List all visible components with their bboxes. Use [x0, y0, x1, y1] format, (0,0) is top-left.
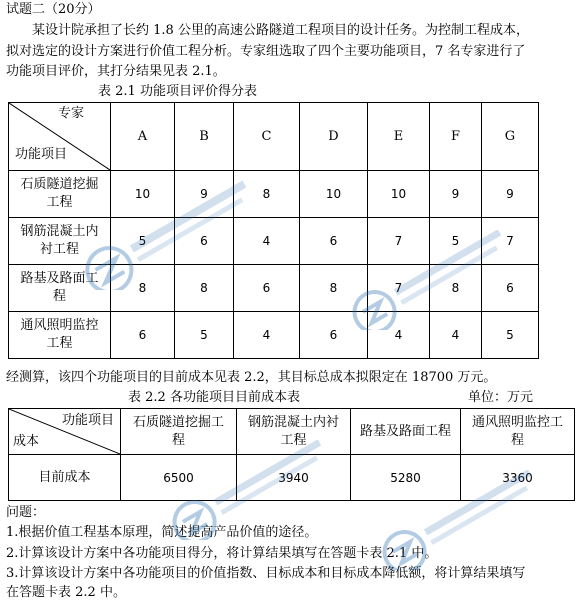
score-cell: 5 — [111, 218, 175, 265]
cost-intro-text: 经测算，该四个功能项目的目前成本见表 2.2，其目标总成本拟限定在 18700 万元。 — [6, 370, 497, 385]
score-cell: 6 — [482, 265, 539, 312]
function-name-cell — [9, 312, 111, 359]
score-cell: 7 — [368, 265, 430, 312]
expert-header: D — [300, 103, 368, 171]
expert-header: C — [234, 103, 300, 171]
score-cell: 6 — [300, 218, 368, 265]
function-name-line2: 衬工程 — [39, 242, 79, 257]
column-header-line2: 程 — [171, 432, 185, 448]
row-label-current-cost: 目前成本 — [9, 455, 121, 501]
corner-label-cost: 成本 — [13, 434, 40, 449]
score-cell: 4 — [368, 312, 430, 359]
table1-header-row — [9, 103, 539, 171]
table2-unit: 单位：万元 — [468, 390, 534, 405]
cost-cell: 3360 — [461, 455, 575, 501]
questions-heading: 问题： — [6, 505, 46, 520]
intro-line-3: 功能项目评价，其打分结果见表 2.1。 — [6, 64, 226, 79]
score-cell: 6 — [175, 218, 234, 265]
expert-header: B — [175, 103, 234, 171]
function-score-table — [8, 102, 539, 359]
function-name-line2: 工程 — [46, 336, 73, 351]
function-name-line1: 石质隧道挖掘 — [20, 177, 99, 192]
corner-label-function: 功能项目 — [61, 413, 114, 428]
cost-cell: 3940 — [237, 455, 351, 501]
exam-title: 试题二（20分） — [6, 2, 101, 17]
score-cell: 10 — [300, 171, 368, 218]
table-row — [9, 171, 539, 218]
table2-caption: 表 2.2 各功能项目目前成本表 — [128, 390, 300, 405]
expert-header: G — [482, 103, 539, 171]
cost-cell: 6500 — [121, 455, 237, 501]
score-cell: 9 — [430, 171, 482, 218]
score-cell: 10 — [111, 171, 175, 218]
question-3-line-1: 3.计算该设计方案中各功能项目的价值指数、目标成本和目标成本降低额，将计算结果填写 — [6, 566, 526, 581]
function-name-cell — [9, 218, 111, 265]
table-row — [9, 312, 539, 359]
score-cell: 6 — [234, 265, 300, 312]
column-header-line2: 程 — [510, 432, 524, 448]
column-header-line2: 工程 — [280, 432, 307, 448]
column-header-line1: 路基及路面工程 — [359, 423, 451, 439]
function-name-line1: 钢筋混凝土内 — [20, 224, 99, 239]
function-name-cell — [9, 265, 111, 312]
function-column-header — [351, 409, 461, 455]
score-cell: 9 — [175, 171, 234, 218]
score-cell: 6 — [300, 312, 368, 359]
score-cell: 9 — [482, 171, 539, 218]
score-cell: 4 — [430, 312, 482, 359]
intro-line-2: 拟对选定的设计方案进行价值工程分析。专家组选取了四个主要功能项目，7 名专家进行了 — [6, 44, 526, 59]
expert-header: F — [430, 103, 482, 171]
score-cell: 7 — [482, 218, 539, 265]
score-cell: 5 — [482, 312, 539, 359]
function-name-line1: 路基及路面工 — [20, 271, 99, 286]
score-cell: 8 — [430, 265, 482, 312]
question-2: 2.计算该设计方案中各功能项目得分，将计算结果填写在答题卡表 2.1 中。 — [6, 546, 438, 561]
function-name-line2: 工程 — [46, 195, 73, 210]
function-column-header — [121, 409, 237, 455]
column-header-line1: 石质隧道挖掘工 — [132, 414, 224, 430]
score-cell: 8 — [111, 265, 175, 312]
function-column-header — [237, 409, 351, 455]
score-cell: 4 — [234, 312, 300, 359]
column-header-line1: 钢筋混凝土内衬 — [247, 414, 339, 430]
score-cell: 10 — [368, 171, 430, 218]
score-cell: 6 — [111, 312, 175, 359]
table2-corner-cell — [9, 409, 121, 455]
current-cost-table — [8, 408, 575, 501]
table-row — [9, 455, 575, 501]
score-cell: 7 — [368, 218, 430, 265]
expert-header: A — [111, 103, 175, 171]
function-column-header — [461, 409, 575, 455]
score-cell: 5 — [175, 312, 234, 359]
score-cell: 5 — [430, 218, 482, 265]
question-1: 1.根据价值工程基本原理，简述提高产品价值的途径。 — [6, 525, 318, 540]
function-name-line2: 程 — [52, 289, 66, 304]
score-cell: 4 — [234, 218, 300, 265]
score-cell: 8 — [234, 171, 300, 218]
table-row — [9, 218, 539, 265]
table1-corner-cell — [9, 103, 111, 171]
question-3-line-2: 在答题卡表 2.2 中。 — [6, 585, 126, 600]
table1-caption: 表 2.1 功能项目评价得分表 — [98, 84, 257, 99]
table2-header-row — [9, 409, 575, 455]
corner-label-expert: 专家 — [57, 106, 84, 121]
expert-header: E — [368, 103, 430, 171]
score-cell: 8 — [175, 265, 234, 312]
function-name-cell — [9, 171, 111, 218]
corner-label-function: 功能项目 — [15, 147, 68, 162]
table-row — [9, 265, 539, 312]
intro-line-1: 某设计院承担了长约 1.8 公里的高速公路隧道工程项目的设计任务。为控制工程成本， — [32, 23, 529, 38]
column-header-line1: 通风照明监控工 — [471, 414, 563, 430]
score-cell: 8 — [300, 265, 368, 312]
function-name-line1: 通风照明监控 — [20, 318, 99, 333]
cost-cell: 5280 — [351, 455, 461, 501]
